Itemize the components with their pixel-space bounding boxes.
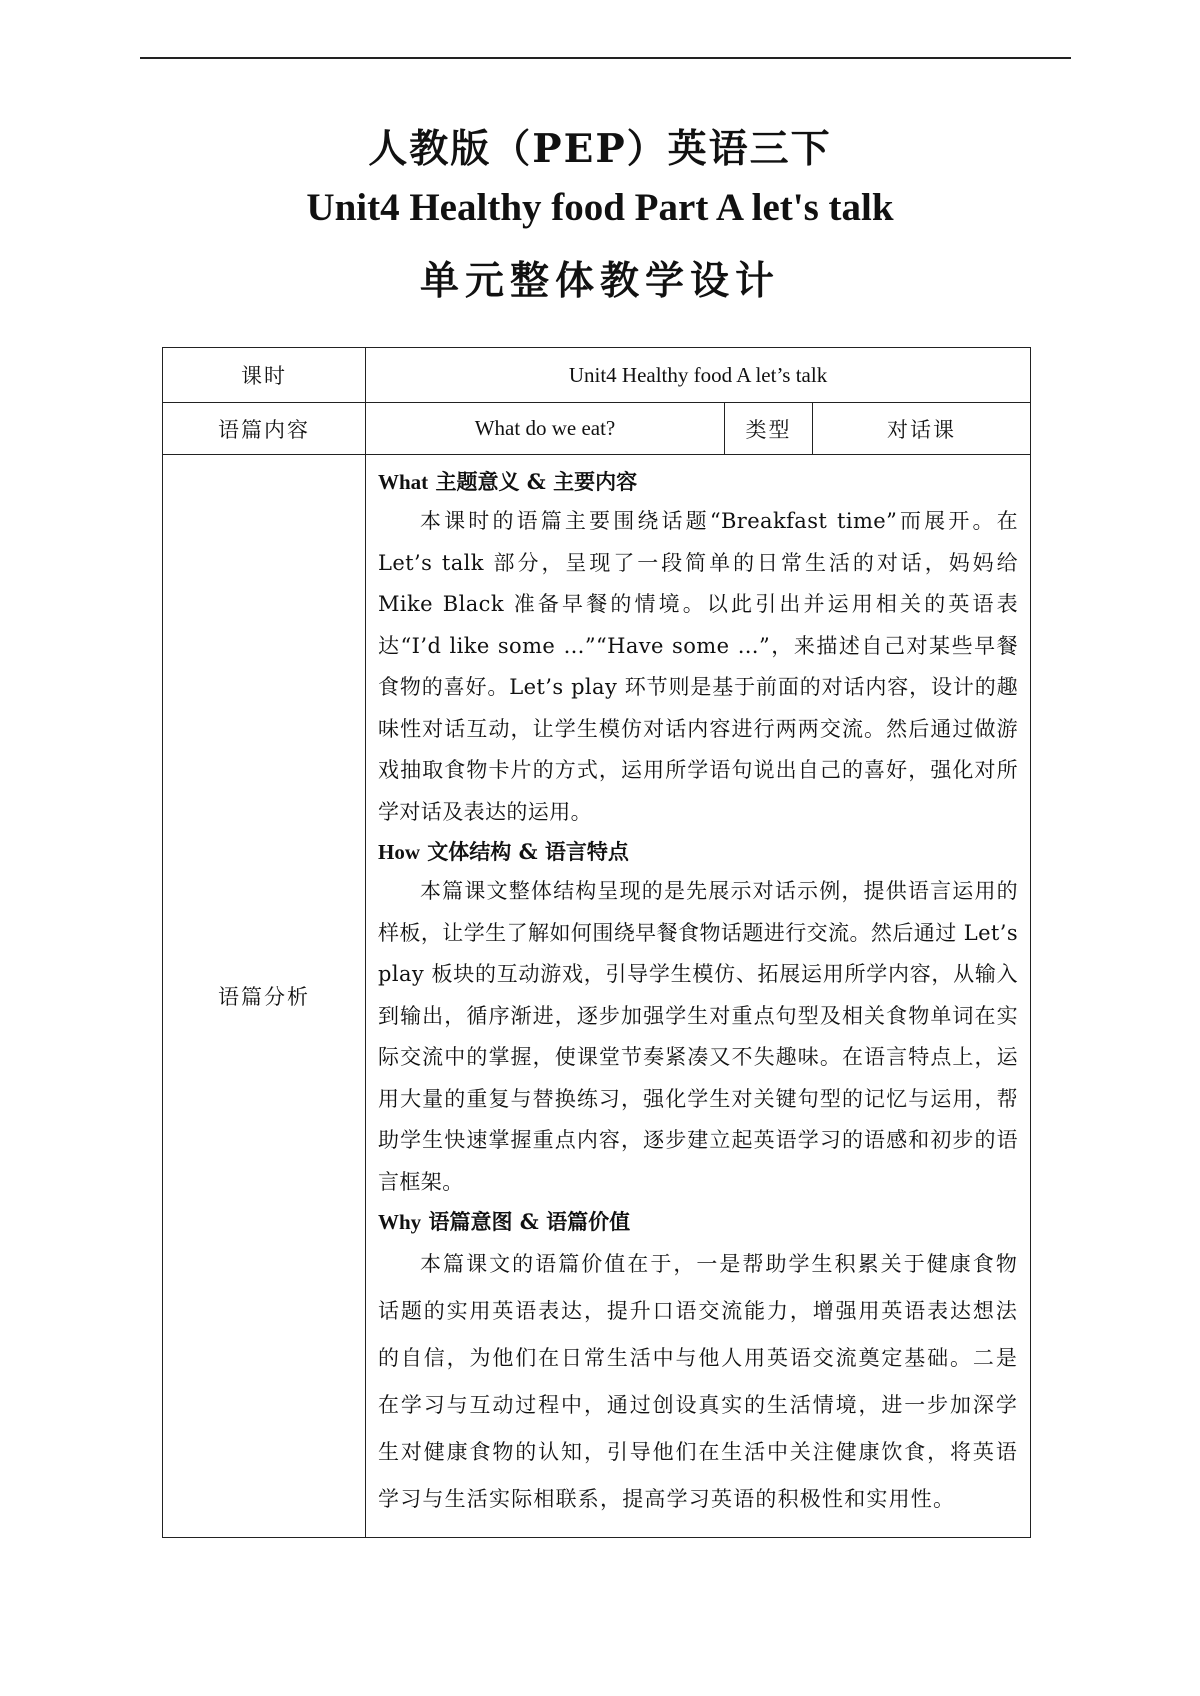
text-content-label: 语篇内容 (163, 403, 366, 455)
lesson-value: Unit4 Healthy food A let’s talk (366, 348, 1031, 403)
lesson-design-table (162, 347, 1031, 1538)
type-label: 类型 (725, 403, 813, 455)
section-title-zh: 文体结构 & 语言特点 (420, 839, 629, 864)
section-title-how (378, 833, 1018, 871)
text-analysis-label: 语篇分析 (163, 455, 366, 1538)
table-row (163, 348, 1031, 403)
section-title-why (378, 1203, 1018, 1241)
title-line-2: Unit4 Healthy food Part A let's talk (306, 186, 894, 229)
type-value: 对话课 (813, 403, 1031, 455)
section-paragraph-how: 本篇课文整体结构呈现的是先展示对话示例，提供语言运用的样板，让学生了解如何围绕早餐食物话题进行交流。然后通过 Let’s play 板块的互动游戏，引导学生模仿、拓展运用所学内容，从输入到输出，循序渐进，逐步加强学生对重点句型及相关食物单词在实际交流中的掌握，使课堂节奏紧凑又不失趣味。在语言特点上，运用大量的重复与替换练习，强化学生对关键句型的记忆与运用，帮助学生快速掌握重点内容，逐步建立起英语学习的语感和初步的语言框架。 (378, 879, 1019, 1194)
section-title-en: How (378, 840, 420, 864)
title-line-1: 人教版（PEP）英语三下 (368, 126, 832, 172)
text-content-value: What do we eat? (366, 403, 725, 455)
header-rule (140, 57, 1071, 59)
title-line-3: 单元整体教学设计 (419, 258, 780, 304)
section-title-en: What (378, 470, 429, 494)
table-row (163, 455, 1031, 1538)
section-paragraph-why: 本篇课文的语篇价值在于，一是帮助学生积累关于健康食物话题的实用英语表达，提升口语交流能力，增强用英语表达想法的自信，为他们在日常生活中与他人用英语交流奠定基础。二是在学习与互动过程中，通过创设真实的生活情境，进一步加深学生对健康食物的认知，引导他们在生活中关注健康饮食，将英语学习与生活实际相联系，提高学习英语的积极性和实用性。 (378, 1252, 1019, 1511)
section-title-zh: 语篇意图 & 语篇价值 (421, 1209, 631, 1234)
lesson-label: 课时 (163, 348, 366, 403)
section-title-zh: 主题意义 & 主要内容 (428, 469, 638, 494)
text-analysis-content (366, 455, 1031, 1538)
section-paragraph-what: 本课时的语篇主要围绕话题“Breakfast time”而展开。在 Let’s talk 部分，呈现了一段简单的日常生活的对话，妈妈给 Mike Black 准备早餐的情境。以此引出并运用相关的英语表达“I’d like some …”“Have some …”，来描述自己对某些早餐食物的喜好。Let’s play 环节则是基于前面的对话内容，设计的趣味性对话互动，让学生模仿对话内容进行两两交流。然后通过做游戏抽取食物卡片的方式，运用所学语句说出自己的喜好，强化对所学对话及表达的运用。 (378, 509, 1019, 824)
section-title-en: Why (378, 1210, 422, 1234)
section-title-what (378, 463, 1018, 501)
table-row (163, 403, 1031, 455)
